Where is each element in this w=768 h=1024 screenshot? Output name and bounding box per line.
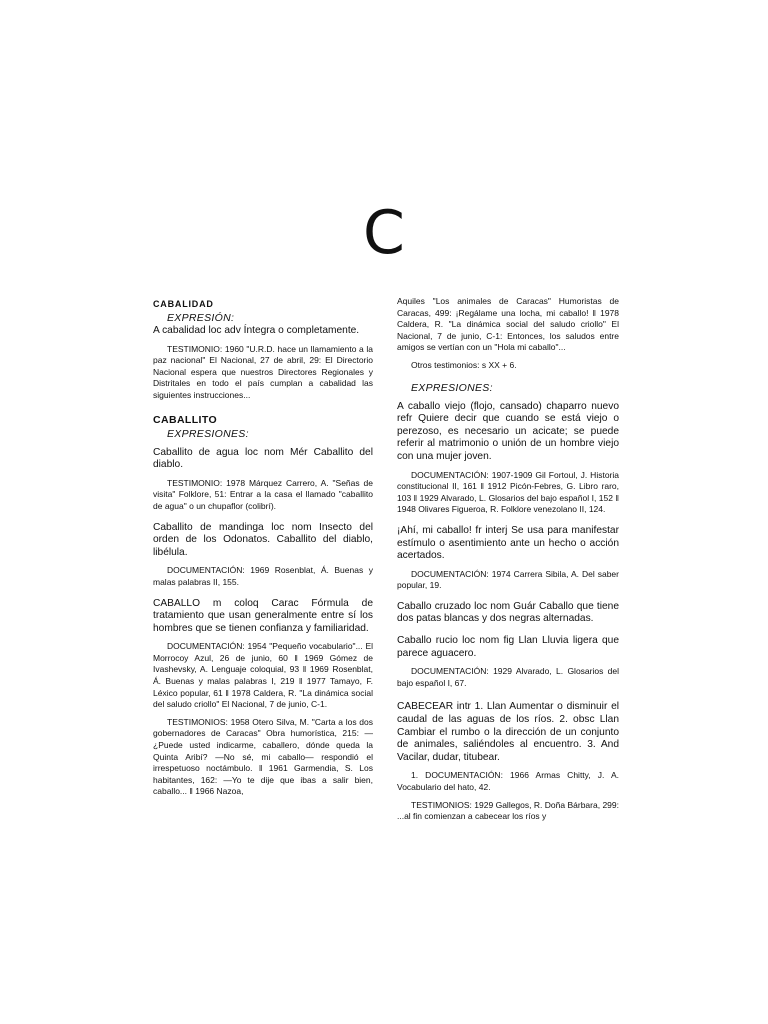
documentacion-caballito: DOCUMENTACIÓN: 1969 Rosenblat, Á. Buenas y malas palabras II, 155. bbox=[153, 565, 373, 587]
headword-caballito: CABALLITO bbox=[153, 413, 218, 426]
section-expresiones-caballo: EXPRESIONES: bbox=[411, 381, 493, 394]
entry-a-cabalidad: A cabalidad loc adv Íntegra o completamente. bbox=[153, 325, 360, 336]
headword-cabalidad: CABALIDAD bbox=[153, 299, 214, 309]
page-letter: C bbox=[363, 198, 405, 268]
section-expresiones-caballito: EXPRESIONES: bbox=[167, 427, 249, 440]
entry-caballo: CABALLO m coloq Carac Fórmula de tratamiento que usan generalmente entre sí los hombres que se tienen confianza y familiaridad. bbox=[153, 597, 373, 634]
entry-caballito-de-agua: Caballito de agua loc nom Mér Caballito del diablo. bbox=[153, 446, 373, 471]
testimonios-cabecear: TESTIMONIOS: 1929 Gallegos, R. Doña Bárbara, 299: ...al fin comienzan a cabecear los ríos y bbox=[397, 799, 619, 822]
documentacion-caballo-viejo: DOCUMENTACIÓN: 1907-1909 Gil Fortoul, J. Historia constitucional II, 161 ‖ 1912 Picón-Febres, G. Libro raro, 103 ‖ 1929 Alvarado, L. Glosarios del bajo español I, 152 ‖ 1948 Olivares Figueroa, R. Folklore venezolano II, 124. bbox=[397, 469, 619, 515]
testimonio-cabalidad: TESTIMONIO: 1960 "U.R.D. hace un llamamiento a la paz nacional" El Nacional, 27 de abril, 29: El Directorio Nacional espera que nuestros Directores Regionales y Distritales en todo el país cumplan a cabalidad las siguientes instrucciones... bbox=[153, 343, 373, 400]
entry-a-caballo-viejo: A caballo viejo (flojo, cansado) chaparro nuevo refr Quiere decir que cuando se está viejo o perezoso, es necesario un acicate; se puede referir al matrimonio o unión de un hombre viejo con una mujer joven. bbox=[397, 400, 619, 462]
entry-caballo-cruzado: Caballo cruzado loc nom Guár Caballo que tiene dos patas blancas y dos negras alternadas. bbox=[397, 600, 619, 625]
documentacion-ahi-mi-caballo: DOCUMENTACIÓN: 1974 Carrera Sibila, A. Del saber popular, 19. bbox=[397, 568, 619, 591]
documentacion-caballo-rucio: DOCUMENTACIÓN: 1929 Alvarado, L. Glosarios del bajo español I, 67. bbox=[397, 666, 619, 688]
entry-caballo-rucio: Caballo rucio loc nom fig Llan Lluvia ligera que parece aguacero. bbox=[397, 635, 619, 659]
testimonios-caballo: TESTIMONIOS: 1958 Otero Silva, M. "Carta a los dos gobernadores de Caracas" Obra humorística, 215: —¿Puede usted indicarme, caballero, dónde queda la Quinta Aribí? —No sé, mi caballo— respondió el irrespetuoso noctámbulo. ‖ 1961 Garmendia, S. Los habitantes, 162: —Yo te dije que ibas a salir bien, caballo... ‖ 1966 Nazoa, bbox=[153, 716, 373, 797]
entry-ahi-mi-caballo: ¡Ahí, mi caballo! fr interj Se usa para manifestar estímulo o asentimiento ante un hecho o acción acertados. bbox=[397, 524, 619, 562]
otros-testimonios: Otros testimonios: s XX + 6. bbox=[411, 359, 517, 370]
left-column bbox=[153, 298, 373, 798]
testimonio-caballito-de-agua: TESTIMONIO: 1978 Márquez Carrero, A. "Señas de visita" Folklore, 51: Entrar a la casa el llamado "caballito de agua" o un chupaflor (colibrí). bbox=[153, 477, 373, 511]
documentacion-cabecear: 1. DOCUMENTACIÓN: 1966 Armas Chitty, J. A. Vocabulario del hato, 42. bbox=[397, 770, 619, 792]
continuation-caballo: Aquiles "Los animales de Caracas" Humoristas de Caracas, 499: ¡Regálame una locha, mi caballo! ‖ 1978 Caldera, R. "La dinámica social del saludo criollo" El Nacional, 7 de junio, C-1: Entonces, los saludos entre amigos se vertían con un "Hola mi caballo"... bbox=[397, 296, 619, 353]
documentacion-caballo: DOCUMENTACIÓN: 1954 "Pequeño vocabulario"... El Morrocoy Azul, 26 de junio, 60 ‖ 1969 Gómez de Ivashevsky, A. Lenguaje coloquial, 93 ‖ 1969 Rosenblat, Á. Buenas y malas palabras I, 219 ‖ 1977 Tamayo, F. Léxico popular, 61 ‖ 1978 Caldera, R. "La dinámica social del saludo criollo" El Nacional, 7 de junio, C-1. bbox=[153, 641, 373, 710]
entry-cabecear: CABECEAR intr 1. Llan Aumentar o disminuir el caudal de las aguas de los ríos. 2. obsc Llan Cambiar el rumbo o la dirección de un conjunto de animales, saliéndoles al encuentro. 3. And Vacilar, dudar, titubear. bbox=[397, 701, 619, 763]
section-expresion: EXPRESIÓN: bbox=[167, 312, 235, 324]
right-column bbox=[397, 296, 619, 823]
entry-caballito-de-mandinga: Caballito de mandinga loc nom Insecto del orden de los Odonatos. Caballito del diablo, libélula. bbox=[153, 521, 373, 558]
